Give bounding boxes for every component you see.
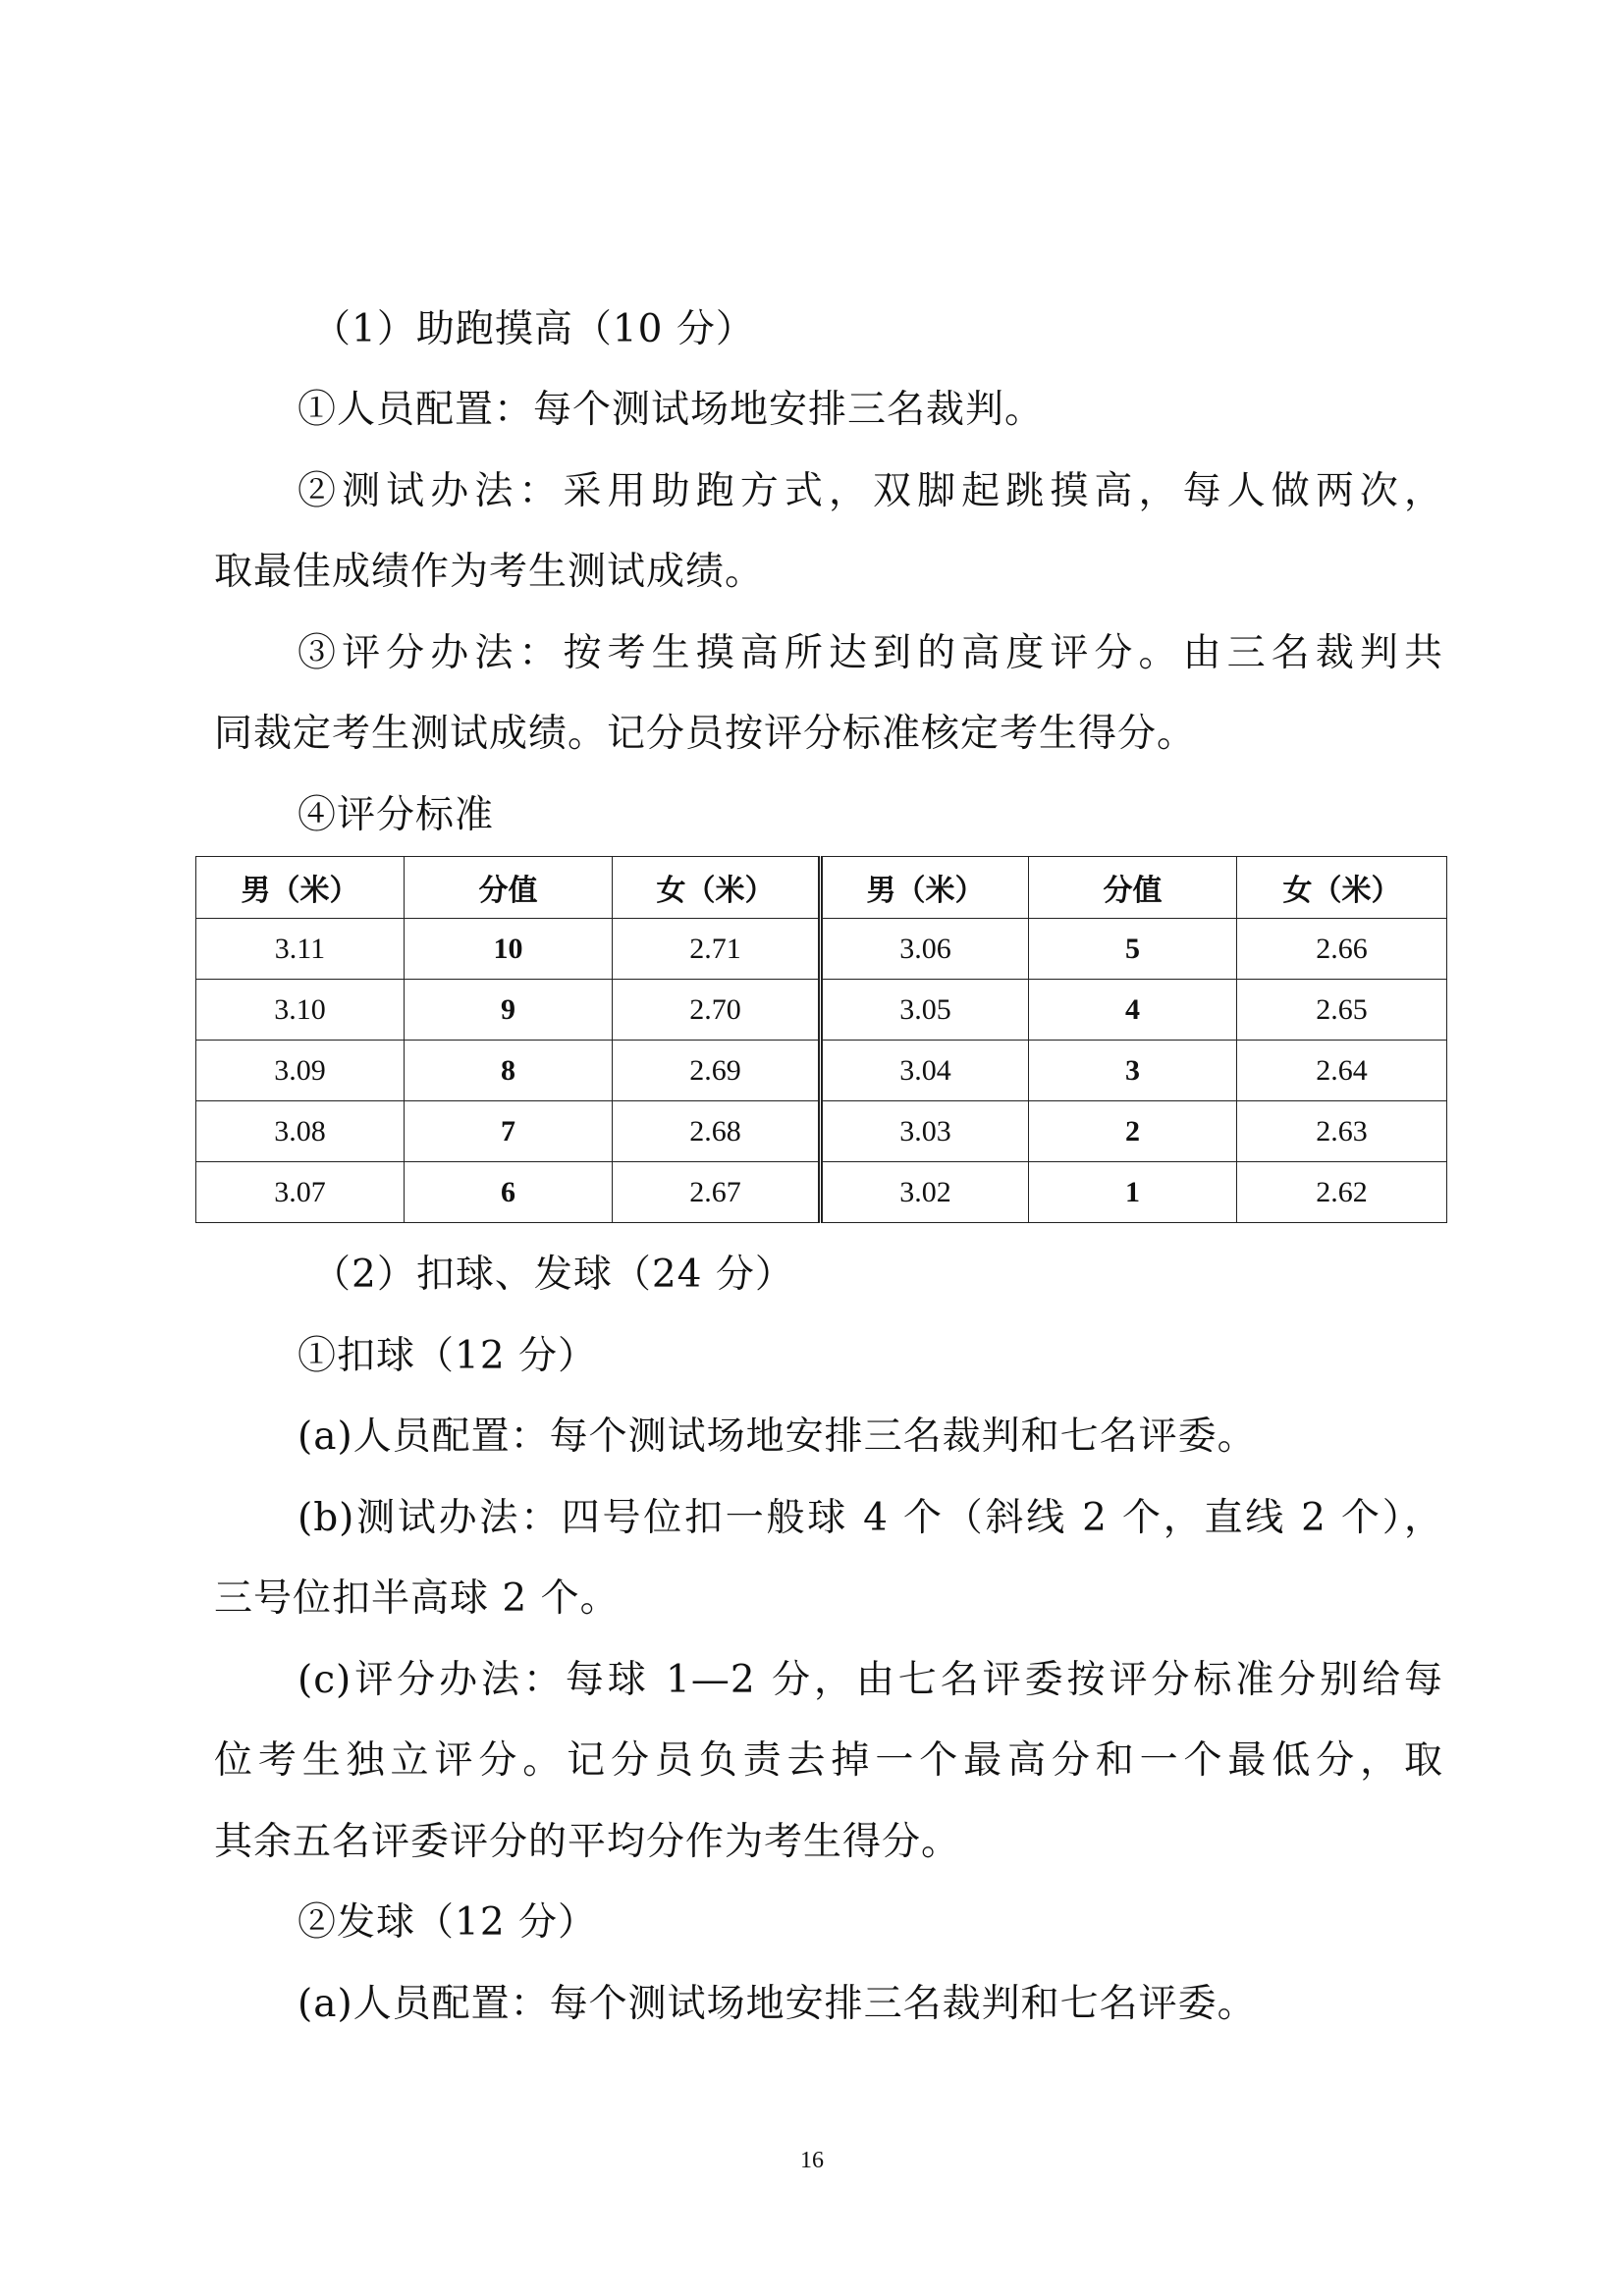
cell-female: 2.71: [613, 919, 821, 980]
table-row: [196, 919, 1447, 980]
table-row: [196, 980, 1447, 1041]
cell-score: 3: [1029, 1041, 1237, 1101]
cell-male: 3.09: [196, 1041, 405, 1101]
section-heading-spike-serve: （2）扣球、发球（24 分）: [312, 1253, 794, 1297]
paragraph-spike-scoring-line1: (c)评分办法：每球 1—2 分，由七名评委按评分标准分别给每: [298, 1658, 1443, 1702]
paragraph-spike-method-line1: (b)测试办法：四号位扣一般球 4 个（斜线 2 个，直线 2 个），: [298, 1496, 1443, 1540]
cell-female: 2.65: [1237, 980, 1447, 1041]
header-female: 女（米）: [1237, 857, 1447, 919]
section-heading-run-jump: （1）助跑摸高（10 分）: [312, 307, 755, 351]
paragraph-scoring-line2: 同裁定考生测试成绩。记分员按评分标准核定考生得分。: [214, 712, 1197, 756]
cell-score: 7: [405, 1101, 613, 1162]
header-score: 分值: [405, 857, 613, 919]
cell-score: 1: [1029, 1162, 1237, 1223]
cell-female: 2.69: [613, 1041, 821, 1101]
cell-male: 3.06: [821, 919, 1029, 980]
cell-male: 3.08: [196, 1101, 405, 1162]
cell-male: 3.10: [196, 980, 405, 1041]
header-female: 女（米）: [613, 857, 821, 919]
score-table: [195, 856, 1447, 1223]
cell-score: 5: [1029, 919, 1237, 980]
subheading-spike: ①扣球（12 分）: [298, 1334, 598, 1378]
paragraph-staffing: ①人员配置：每个测试场地安排三名裁判。: [298, 388, 1045, 432]
paragraph-spike-staffing: (a)人员配置：每个测试场地安排三名裁判和七名评委。: [298, 1415, 1257, 1459]
paragraph-standard: ④评分标准: [298, 793, 495, 837]
table-header-row: [196, 857, 1447, 919]
cell-female: 2.63: [1237, 1101, 1447, 1162]
cell-male: 3.04: [821, 1041, 1029, 1101]
cell-male: 3.11: [196, 919, 405, 980]
paragraph-spike-method-line2: 三号位扣半高球 2 个。: [214, 1576, 620, 1621]
cell-score: 8: [405, 1041, 613, 1101]
cell-female: 2.66: [1237, 919, 1447, 980]
cell-female: 2.70: [613, 980, 821, 1041]
cell-score: 9: [405, 980, 613, 1041]
cell-score: 4: [1029, 980, 1237, 1041]
paragraph-scoring-line1: ③评分办法：按考生摸高所达到的高度评分。由三名裁判共: [298, 631, 1443, 675]
header-male: 男（米）: [821, 857, 1029, 919]
cell-score: 2: [1029, 1101, 1237, 1162]
cell-female: 2.62: [1237, 1162, 1447, 1223]
table-row: [196, 1162, 1447, 1223]
paragraph-spike-scoring-line3: 其余五名评委评分的平均分作为考生得分。: [214, 1820, 961, 1864]
cell-male: 3.03: [821, 1101, 1029, 1162]
subheading-serve: ②发球（12 分）: [298, 1900, 598, 1945]
cell-female: 2.68: [613, 1101, 821, 1162]
cell-score: 10: [405, 919, 613, 980]
paragraph-method-line1: ②测试办法：采用助跑方式，双脚起跳摸高，每人做两次，: [298, 469, 1443, 513]
cell-male: 3.07: [196, 1162, 405, 1223]
cell-male: 3.02: [821, 1162, 1029, 1223]
paragraph-serve-staffing: (a)人员配置：每个测试场地安排三名裁判和七名评委。: [298, 1982, 1257, 2026]
header-score: 分值: [1029, 857, 1237, 919]
header-male: 男（米）: [196, 857, 405, 919]
table-row: [196, 1041, 1447, 1101]
cell-score: 6: [405, 1162, 613, 1223]
page-number: 16: [800, 2148, 824, 2173]
cell-female: 2.64: [1237, 1041, 1447, 1101]
cell-female: 2.67: [613, 1162, 821, 1223]
paragraph-spike-scoring-line2: 位考生独立评分。记分员负责去掉一个最高分和一个最低分，取: [214, 1738, 1443, 1783]
cell-male: 3.05: [821, 980, 1029, 1041]
table-row: [196, 1101, 1447, 1162]
paragraph-method-line2: 取最佳成绩作为考生测试成绩。: [214, 550, 765, 594]
